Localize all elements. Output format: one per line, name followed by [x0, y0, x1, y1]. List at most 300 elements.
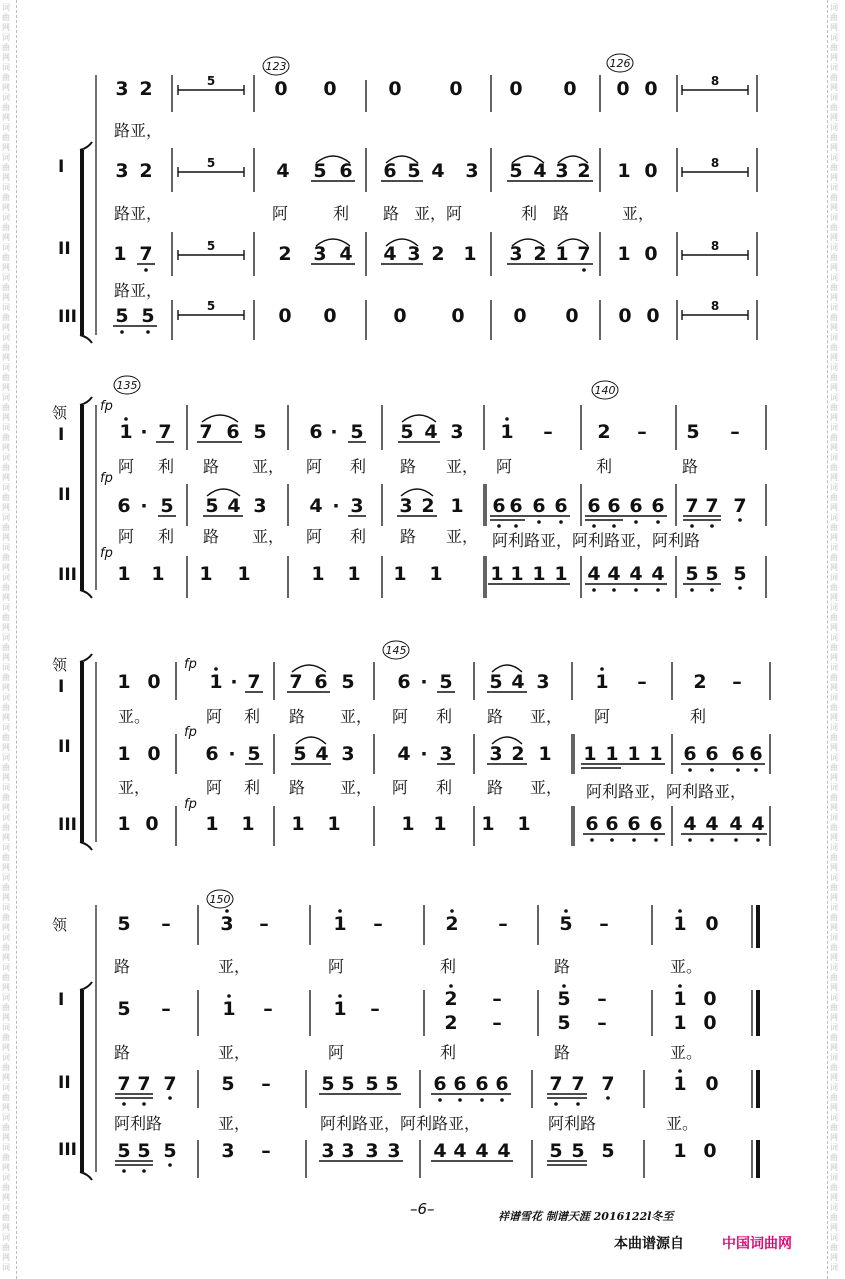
watermark-char: 词 [2, 213, 10, 222]
jianpu-note: 6 [492, 495, 506, 517]
watermark-char: 词 [2, 1233, 10, 1242]
watermark-char: 曲 [2, 43, 10, 52]
part-label: 领 [52, 404, 68, 422]
watermark-char: 曲 [2, 1183, 10, 1192]
watermark-char: 曲 [830, 583, 838, 592]
jianpu-note: 5 [685, 563, 699, 585]
jianpu-note: 6 [627, 813, 641, 835]
watermark-char: 曲 [830, 73, 838, 82]
watermark-char: 词 [830, 153, 838, 162]
jianpu-note: 1 [199, 563, 213, 585]
lyric-text: 利 [158, 457, 175, 476]
jianpu-note: – [263, 998, 273, 1020]
watermark-char: 曲 [830, 463, 838, 472]
jianpu-note: 7 [247, 671, 261, 693]
watermark-char: 曲 [2, 463, 10, 472]
watermark-char: 网 [2, 713, 10, 722]
octave-dot [227, 994, 231, 998]
jianpu-note: 5 [137, 1140, 151, 1162]
jianpu-note: 1 [517, 813, 531, 835]
watermark-char: 网 [2, 1253, 10, 1262]
jianpu-note: 0 [274, 78, 288, 100]
lyric-text: 阿 [328, 1043, 345, 1062]
watermark-char: 曲 [830, 1183, 838, 1192]
octave-dot [450, 909, 454, 913]
jianpu-note: 3 [350, 495, 364, 517]
jianpu-note: 5 [439, 671, 453, 693]
jianpu-note: – [732, 671, 742, 693]
lyric-text: 阿 [392, 778, 409, 797]
jianpu-note: – [261, 1140, 271, 1162]
jianpu-note: 2 [445, 913, 459, 935]
jianpu-note: 6 [629, 495, 643, 517]
jianpu-note: 7 [733, 495, 747, 517]
watermark-char: 网 [830, 383, 838, 392]
lyric-text: 阿利路亚，阿利路亚， [586, 782, 747, 801]
jianpu-note: 4 [683, 813, 697, 835]
watermark-char: 词 [2, 753, 10, 762]
octave-dot [497, 524, 501, 528]
jianpu-note: 2 [577, 160, 591, 182]
lyric-text: 阿 [272, 204, 289, 223]
lyric-text: 亚， [252, 527, 285, 546]
watermark-char: 曲 [2, 673, 10, 682]
lyric-text: 路亚， [114, 121, 163, 140]
watermark-char: 词 [2, 603, 10, 612]
multi-rest-count: 5 [206, 239, 216, 253]
watermark-char: 词 [2, 873, 10, 882]
watermark-char: 曲 [2, 913, 10, 922]
octave-dot [122, 1169, 126, 1173]
part-label: III [58, 565, 77, 585]
jianpu-note: 0 [644, 78, 658, 100]
watermark-char: 曲 [2, 283, 10, 292]
jianpu-note: 3 [399, 495, 413, 517]
watermark-char: 网 [830, 923, 838, 932]
watermark-char: 词 [830, 813, 838, 822]
jianpu-note: – [161, 913, 171, 935]
jianpu-note: 0 [451, 305, 465, 327]
watermark-char: 词 [830, 603, 838, 612]
watermark-char: 网 [2, 1133, 10, 1142]
jianpu-note: 7 [158, 421, 172, 443]
jianpu-note: 2 [139, 160, 153, 182]
octave-dot [554, 1102, 558, 1106]
jianpu-note: 1 [327, 813, 341, 835]
jianpu-note: 5 [489, 671, 503, 693]
watermark-char: 曲 [2, 493, 10, 502]
jianpu-note: 6 [453, 1073, 467, 1095]
jianpu-note: 1 [554, 563, 568, 585]
jianpu-note: 4 [533, 160, 547, 182]
jianpu-note: 7 [549, 1073, 563, 1095]
watermark-char: 网 [2, 473, 10, 482]
watermark-char: 网 [2, 1163, 10, 1172]
lyric-text: 利 [350, 527, 367, 546]
jianpu-note: 6 [605, 813, 619, 835]
lyric-text: 亚， [218, 957, 251, 976]
watermark-char: 词 [830, 63, 838, 72]
watermark-char: 曲 [2, 1093, 10, 1102]
jianpu-note: 2 [444, 1012, 458, 1034]
watermark-char: 曲 [830, 763, 838, 772]
octave-dot [142, 1102, 146, 1106]
jianpu-note: 4 [511, 671, 525, 693]
octave-dot [559, 520, 563, 524]
watermark-char: 网 [830, 173, 838, 182]
jianpu-note: 3 [465, 160, 479, 182]
watermark-char: 词 [830, 1023, 838, 1032]
watermark-char: 曲 [830, 43, 838, 52]
jianpu-note: 1 [673, 1140, 687, 1162]
watermark-char: 曲 [2, 553, 10, 562]
lyric-text: 路 [383, 204, 400, 223]
watermark-char: 网 [2, 533, 10, 542]
lyric-text: 阿利路亚，阿利路亚，阿利路 [492, 531, 701, 550]
octave-dot [537, 520, 541, 524]
jianpu-note: 6 [495, 1073, 509, 1095]
lyric-text: 路 [114, 1043, 131, 1062]
watermark-char: 曲 [830, 1033, 838, 1042]
measure-number: 145 [385, 644, 407, 657]
octave-dot [654, 838, 658, 842]
lyric-text: 阿 [306, 457, 323, 476]
watermark-char: 词 [830, 1263, 838, 1272]
watermark-char: 网 [830, 713, 838, 722]
lyric-text: 路 [682, 457, 699, 476]
watermark-char: 曲 [830, 853, 838, 862]
watermark-char: 词 [830, 663, 838, 672]
dynamic-marking: fp [100, 399, 113, 414]
source-label: 本曲谱源自 [614, 1236, 684, 1252]
jianpu-note: 2 [278, 243, 292, 265]
watermark-char: 网 [2, 1073, 10, 1082]
part-label: III [58, 1140, 77, 1160]
multi-rest-count: 5 [206, 156, 216, 170]
watermark-char: 词 [830, 843, 838, 852]
octave-dot [562, 984, 566, 988]
watermark-char: 词 [2, 693, 10, 702]
watermark-char: 曲 [2, 13, 10, 22]
watermark-char: 网 [2, 503, 10, 512]
jianpu-note: 0 [509, 78, 523, 100]
jianpu-note: 4 [424, 421, 438, 443]
watermark-char: 词 [830, 513, 838, 522]
jianpu-note: 2 [693, 671, 707, 693]
lyric-text: 利 [244, 778, 261, 797]
watermark-char: 曲 [2, 1063, 10, 1072]
jianpu-note: 6 [532, 495, 546, 517]
watermark-char: 网 [830, 593, 838, 602]
jianpu-note: 0 [646, 305, 660, 327]
jianpu-note: – [599, 913, 609, 935]
octave-dot [688, 768, 692, 772]
multi-rest-count: 8 [710, 299, 720, 313]
jianpu-note: 3 [387, 1140, 401, 1162]
jianpu-note: 4 [705, 813, 719, 835]
watermark-char: 网 [830, 413, 838, 422]
watermark-char: 词 [2, 63, 10, 72]
jianpu-note: 4 [433, 1140, 447, 1162]
watermark-char: 曲 [830, 193, 838, 202]
watermark-char: 词 [830, 1233, 838, 1242]
jianpu-note: 5 [557, 988, 571, 1010]
part-label: I [58, 677, 65, 697]
octave-dot [710, 588, 714, 592]
lyric-text: 阿 [306, 527, 323, 546]
watermark-char: 词 [2, 933, 10, 942]
lyric-text: 亚， [446, 527, 479, 546]
watermark-char: 网 [830, 563, 838, 572]
bracket-hook [80, 397, 92, 405]
jianpu-note: 0 [513, 305, 527, 327]
jianpu-note: 0 [278, 305, 292, 327]
jianpu-note: 2 [421, 495, 435, 517]
octave-dot [610, 838, 614, 842]
watermark-char: 曲 [830, 733, 838, 742]
jianpu-note: – [543, 421, 553, 443]
jianpu-note: 3 [555, 160, 569, 182]
octave-dot [564, 909, 568, 913]
multi-rest-count: 5 [206, 299, 216, 313]
watermark-char: 网 [2, 683, 10, 692]
watermark-char: 曲 [830, 1003, 838, 1012]
jianpu-note: 3 [253, 495, 267, 517]
octave-dot [678, 909, 682, 913]
jianpu-note: 3 [221, 1140, 235, 1162]
lyric-text: 路 [554, 1043, 571, 1062]
jianpu-note: 5 [341, 671, 355, 693]
watermark-char: 曲 [2, 733, 10, 742]
watermark-char: 曲 [2, 313, 10, 322]
watermark-char: 词 [2, 243, 10, 252]
jianpu-note: 3 [536, 671, 550, 693]
jianpu-note: 3 [407, 243, 421, 265]
watermark-char: 网 [830, 1103, 838, 1112]
jianpu-note: 6 [205, 743, 219, 765]
measure-number: 123 [265, 60, 287, 73]
watermark-char: 网 [830, 233, 838, 242]
jianpu-note: – [597, 1012, 607, 1034]
jianpu-note: 1 [333, 998, 347, 1020]
jianpu-note: · [228, 743, 236, 765]
jianpu-note: 1 [510, 563, 524, 585]
octave-dot [710, 524, 714, 528]
watermark-char: 词 [830, 3, 838, 12]
jianpu-note: 4 [651, 563, 665, 585]
part-label: II [58, 485, 71, 505]
watermark-char: 曲 [2, 703, 10, 712]
octave-dot [754, 768, 758, 772]
watermark-char: 词 [830, 1173, 838, 1182]
jianpu-note: · [420, 671, 428, 693]
jianpu-note: 5 [341, 1073, 355, 1095]
jianpu-note: 0 [145, 813, 159, 835]
jianpu-note: · [420, 743, 428, 765]
jianpu-note: 1 [500, 421, 514, 443]
jianpu-note: – [637, 671, 647, 693]
watermark-char: 曲 [830, 313, 838, 322]
jianpu-note: 4 [751, 813, 765, 835]
dynamic-marking: fp [100, 471, 113, 486]
jianpu-note: · [332, 495, 340, 517]
watermark-char: 词 [2, 903, 10, 912]
jianpu-note: 3 [321, 1140, 335, 1162]
lyric-text: 路 [400, 457, 417, 476]
jianpu-note: 5 [385, 1073, 399, 1095]
watermark-char: 曲 [830, 1213, 838, 1222]
watermark-char: 词 [2, 813, 10, 822]
jianpu-note: 6 [683, 743, 697, 765]
lyric-text: 路亚， [114, 281, 163, 300]
watermark-char: 曲 [830, 163, 838, 172]
watermark-char: 曲 [2, 973, 10, 982]
jianpu-note: 1 [595, 671, 609, 693]
watermark-char: 网 [830, 1253, 838, 1262]
jianpu-note: 1 [393, 563, 407, 585]
watermark-char: 词 [830, 633, 838, 642]
part-label: 领 [52, 916, 68, 934]
jianpu-note: 5 [163, 1140, 177, 1162]
lyric-text: 利 [350, 457, 367, 476]
octave-dot [576, 1102, 580, 1106]
watermark-char: 词 [830, 753, 838, 762]
octave-dot [168, 1163, 172, 1167]
dynamic-marking: fp [184, 797, 197, 812]
jianpu-note: 1 [555, 243, 569, 265]
jianpu-note: – [370, 998, 380, 1020]
jianpu-note: 1 [401, 813, 415, 835]
lyric-text: 亚， [118, 778, 151, 797]
jianpu-note: 5 [117, 998, 131, 1020]
watermark-char: 词 [830, 1053, 838, 1062]
jianpu-note: 1 [673, 1012, 687, 1034]
jianpu-note: 6 [226, 421, 240, 443]
watermark-char: 曲 [2, 433, 10, 442]
watermark-char: 词 [830, 543, 838, 552]
watermark-char: 网 [830, 83, 838, 92]
jianpu-note: 1 [205, 813, 219, 835]
octave-dot [678, 1069, 682, 1073]
part-label: II [58, 1073, 71, 1093]
watermark-char: 曲 [2, 133, 10, 142]
site-name-link[interactable]: 中国词曲网 [722, 1236, 792, 1252]
lyric-text: 亚， [530, 778, 563, 797]
watermark-char: 网 [830, 503, 838, 512]
jianpu-note: 0 [147, 671, 161, 693]
jianpu-note: 4 [587, 563, 601, 585]
page-number: –6– [410, 1200, 435, 1218]
lyric-text: 利 [158, 527, 175, 546]
watermark-char: 网 [2, 833, 10, 842]
jianpu-note: 6 [383, 160, 397, 182]
jianpu-note: 4 [475, 1140, 489, 1162]
jianpu-note: 0 [323, 78, 337, 100]
jianpu-note: 5 [115, 305, 129, 327]
jianpu-note: 7 [163, 1073, 177, 1095]
jianpu-note: 1 [117, 743, 131, 765]
jianpu-note: 7 [137, 1073, 151, 1095]
jianpu-note: 1 [649, 743, 663, 765]
watermark-char: 网 [830, 473, 838, 482]
watermark-char: 词 [2, 153, 10, 162]
watermark-char: 曲 [830, 403, 838, 412]
lyric-text: 阿 [594, 707, 611, 726]
jianpu-note: 4 [629, 563, 643, 585]
watermark-char: 曲 [2, 1213, 10, 1222]
watermark-char: 曲 [830, 943, 838, 952]
watermark-char: 曲 [830, 1093, 838, 1102]
watermark-char: 曲 [2, 73, 10, 82]
watermark-char: 词 [2, 1173, 10, 1182]
jianpu-note: 1 [627, 743, 641, 765]
watermark-char: 词 [2, 1053, 10, 1062]
watermark-char: 词 [2, 1143, 10, 1152]
watermark-char: 词 [830, 1113, 838, 1122]
octave-dot [338, 994, 342, 998]
watermark-char: 网 [830, 953, 838, 962]
watermark-char: 网 [2, 653, 10, 662]
watermark-char: 词 [830, 123, 838, 132]
jianpu-note: 1 [617, 160, 631, 182]
watermark-char: 曲 [830, 913, 838, 922]
watermark-char: 词 [830, 213, 838, 222]
jianpu-note: 7 [117, 1073, 131, 1095]
jianpu-note: – [259, 913, 269, 935]
watermark-char: 网 [830, 1073, 838, 1082]
bracket-hook [80, 842, 92, 850]
watermark-char: 词 [2, 783, 10, 792]
jianpu-note: 5 [686, 421, 700, 443]
watermark-char: 曲 [830, 103, 838, 112]
watermark-char: 网 [830, 263, 838, 272]
jianpu-note: 6 [585, 813, 599, 835]
watermark-char: 词 [2, 963, 10, 972]
octave-dot [144, 268, 148, 272]
octave-dot [592, 588, 596, 592]
watermark-char: 网 [2, 1043, 10, 1052]
jianpu-note: 0 [644, 243, 658, 265]
watermark-char: 网 [830, 1133, 838, 1142]
jianpu-note: 4 [729, 813, 743, 835]
jianpu-note: 3 [220, 913, 234, 935]
jianpu-note: 1 [209, 671, 223, 693]
jianpu-note: 1 [605, 743, 619, 765]
part-label: II [58, 737, 71, 757]
dynamic-marking: fp [184, 725, 197, 740]
watermark-char: 词 [830, 303, 838, 312]
jianpu-note: 4 [309, 495, 323, 517]
jianpu-note: 6 [433, 1073, 447, 1095]
watermark-char: 曲 [830, 493, 838, 502]
jianpu-note: 5 [407, 160, 421, 182]
jianpu-note: 1 [347, 563, 361, 585]
watermark-char: 曲 [2, 793, 10, 802]
jianpu-note: 1 [463, 243, 477, 265]
watermark-char: 网 [2, 113, 10, 122]
watermark-char: 词 [830, 1083, 838, 1092]
watermark-char: 曲 [830, 703, 838, 712]
jianpu-note: 5 [293, 743, 307, 765]
jianpu-note: – [637, 421, 647, 443]
lyric-text: 亚， [218, 1114, 251, 1133]
watermark-char: 网 [830, 113, 838, 122]
watermark-char: 曲 [2, 1003, 10, 1012]
lyric-text: 亚。 [670, 957, 703, 976]
jianpu-note: – [261, 1073, 271, 1095]
jianpu-note: 4 [607, 563, 621, 585]
octave-dot [146, 330, 150, 334]
